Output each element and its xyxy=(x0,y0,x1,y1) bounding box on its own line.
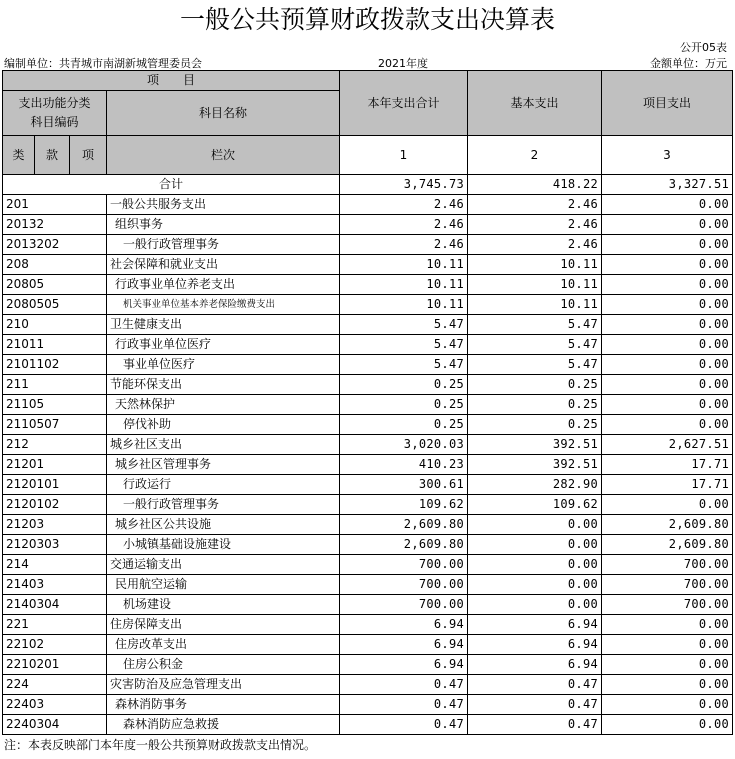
table-row xyxy=(3,235,733,255)
row-subject-name: 交通运输支出 xyxy=(107,555,340,575)
row-total: 2.46 xyxy=(340,235,468,255)
row-basic: 282.90 xyxy=(468,475,602,495)
row-total: 5.47 xyxy=(340,335,468,355)
table-row xyxy=(3,535,733,555)
row-subject-name: 一般行政管理事务 xyxy=(107,495,340,515)
row-total: 6.94 xyxy=(340,635,468,655)
row-project: 0.00 xyxy=(602,295,733,315)
row-code: 214 xyxy=(3,555,107,575)
row-total: 5.47 xyxy=(340,355,468,375)
table-row xyxy=(3,715,733,735)
table-row xyxy=(3,295,733,315)
table-row xyxy=(3,575,733,595)
row-project: 2,609.80 xyxy=(602,515,733,535)
row-project: 700.00 xyxy=(602,595,733,615)
row-project: 0.00 xyxy=(602,635,733,655)
row-basic: 2.46 xyxy=(468,235,602,255)
row-code: 21203 xyxy=(3,515,107,535)
table-row xyxy=(3,215,733,235)
table-row xyxy=(3,455,733,475)
row-total: 5.47 xyxy=(340,315,468,335)
row-project: 2,609.80 xyxy=(602,535,733,555)
table-row xyxy=(3,275,733,295)
row-subject-name: 天然林保护 xyxy=(107,395,340,415)
row-project: 2,627.51 xyxy=(602,435,733,455)
row-total: 0.25 xyxy=(340,415,468,435)
table-row xyxy=(3,515,733,535)
table-row xyxy=(3,335,733,355)
table-row xyxy=(3,595,733,615)
table-row xyxy=(3,675,733,695)
row-total: 700.00 xyxy=(340,595,468,615)
row-project: 0.00 xyxy=(602,315,733,335)
page-title: 一般公共预算财政拨款支出决算表 xyxy=(179,5,555,34)
row-code: 2120101 xyxy=(3,475,107,495)
row-project: 0.00 xyxy=(602,255,733,275)
row-total: 2.46 xyxy=(340,195,468,215)
row-code: 2240304 xyxy=(3,715,107,735)
table-row xyxy=(3,435,733,455)
row-basic: 0.00 xyxy=(468,535,602,555)
row-subject-name: 城乡社区管理事务 xyxy=(107,455,340,475)
header-lei: 类 xyxy=(3,136,35,175)
row-code: 2110507 xyxy=(3,415,107,435)
row-code: 208 xyxy=(3,255,107,275)
total-label: 合计 xyxy=(3,175,340,195)
header-basic: 基本支出 xyxy=(468,71,602,136)
row-code: 2080505 xyxy=(3,295,107,315)
row-total: 300.61 xyxy=(340,475,468,495)
row-subject-name: 森林消防事务 xyxy=(107,695,340,715)
expenditure-table xyxy=(2,70,733,735)
row-subject-name: 机关事业单位基本养老保险缴费支出 xyxy=(107,295,340,315)
row-subject-name: 行政运行 xyxy=(107,475,340,495)
row-basic: 10.11 xyxy=(468,255,602,275)
table-row xyxy=(3,315,733,335)
row-project: 700.00 xyxy=(602,555,733,575)
table-row xyxy=(3,475,733,495)
row-subject-name: 节能环保支出 xyxy=(107,375,340,395)
row-basic: 0.47 xyxy=(468,715,602,735)
row-total: 10.11 xyxy=(340,255,468,275)
header-lanci: 栏次 xyxy=(107,136,340,175)
row-basic: 6.94 xyxy=(468,635,602,655)
row-basic: 0.00 xyxy=(468,555,602,575)
row-code: 21011 xyxy=(3,335,107,355)
row-total: 10.11 xyxy=(340,295,468,315)
row-code: 212 xyxy=(3,435,107,455)
row-basic: 109.62 xyxy=(468,495,602,515)
row-code: 2120303 xyxy=(3,535,107,555)
table-row xyxy=(3,255,733,275)
row-total: 0.47 xyxy=(340,715,468,735)
row-basic: 0.25 xyxy=(468,375,602,395)
row-project: 0.00 xyxy=(602,415,733,435)
table-body xyxy=(3,175,733,735)
row-code: 211 xyxy=(3,375,107,395)
header-index-2: 2 xyxy=(468,136,602,175)
table-row xyxy=(3,395,733,415)
row-subject-name: 灾害防治及应急管理支出 xyxy=(107,675,340,695)
table-row xyxy=(3,615,733,635)
row-total: 109.62 xyxy=(340,495,468,515)
row-subject-name: 森林消防应急救援 xyxy=(107,715,340,735)
table-row xyxy=(3,195,733,215)
table-row xyxy=(3,375,733,395)
header-subject-name: 科目名称 xyxy=(107,91,340,136)
row-total: 2.46 xyxy=(340,215,468,235)
row-project: 0.00 xyxy=(602,275,733,295)
row-subject-name: 卫生健康支出 xyxy=(107,315,340,335)
row-subject-name: 住房公积金 xyxy=(107,655,340,675)
row-basic: 5.47 xyxy=(468,355,602,375)
table-row xyxy=(3,655,733,675)
row-project: 0.00 xyxy=(602,235,733,255)
row-basic: 0.25 xyxy=(468,395,602,415)
row-basic: 392.51 xyxy=(468,435,602,455)
row-basic: 10.11 xyxy=(468,275,602,295)
row-total: 0.47 xyxy=(340,695,468,715)
fiscal-year: 2021年度 xyxy=(378,57,428,70)
table-row xyxy=(3,555,733,575)
row-code: 221 xyxy=(3,615,107,635)
row-basic: 0.47 xyxy=(468,695,602,715)
row-subject-name: 一般公共服务支出 xyxy=(107,195,340,215)
row-code: 2140304 xyxy=(3,595,107,615)
row-code: 21201 xyxy=(3,455,107,475)
row-project: 0.00 xyxy=(602,715,733,735)
total-amount: 3,745.73 xyxy=(340,175,468,195)
row-project: 0.00 xyxy=(602,375,733,395)
row-total: 6.94 xyxy=(340,655,468,675)
table-row xyxy=(3,415,733,435)
row-project: 700.00 xyxy=(602,575,733,595)
row-code: 2120102 xyxy=(3,495,107,515)
row-total: 6.94 xyxy=(340,615,468,635)
row-code: 21403 xyxy=(3,575,107,595)
row-project: 17.71 xyxy=(602,475,733,495)
header-index-1: 1 xyxy=(340,136,468,175)
row-total: 2,609.80 xyxy=(340,515,468,535)
header-total: 本年支出合计 xyxy=(340,71,468,136)
total-basic: 418.22 xyxy=(468,175,602,195)
row-basic: 0.00 xyxy=(468,575,602,595)
header-xiang: 项 xyxy=(70,136,107,175)
row-project: 0.00 xyxy=(602,655,733,675)
row-total: 3,020.03 xyxy=(340,435,468,455)
row-basic: 392.51 xyxy=(468,455,602,475)
row-code: 2101102 xyxy=(3,355,107,375)
row-code: 20805 xyxy=(3,275,107,295)
row-project: 0.00 xyxy=(602,195,733,215)
row-total: 700.00 xyxy=(340,555,468,575)
compiling-unit: 编制单位：共青城市南湖新城管理委员会 xyxy=(4,57,202,70)
row-code: 210 xyxy=(3,315,107,335)
row-basic: 0.00 xyxy=(468,515,602,535)
table-number: 公开05表 xyxy=(680,41,727,54)
row-subject-name: 行政事业单位医疗 xyxy=(107,335,340,355)
row-total: 0.25 xyxy=(340,395,468,415)
row-basic: 2.46 xyxy=(468,215,602,235)
row-code: 21105 xyxy=(3,395,107,415)
row-total: 2,609.80 xyxy=(340,535,468,555)
row-basic: 10.11 xyxy=(468,295,602,315)
row-subject-name: 社会保障和就业支出 xyxy=(107,255,340,275)
row-subject-name: 小城镇基础设施建设 xyxy=(107,535,340,555)
row-project: 17.71 xyxy=(602,455,733,475)
table-row xyxy=(3,695,733,715)
row-code: 2210201 xyxy=(3,655,107,675)
total-project: 3,327.51 xyxy=(602,175,733,195)
row-subject-name: 城乡社区支出 xyxy=(107,435,340,455)
header-func-code: 支出功能分类科目编码 xyxy=(3,91,107,136)
row-subject-name: 民用航空运输 xyxy=(107,575,340,595)
row-basic: 6.94 xyxy=(468,615,602,635)
row-project: 0.00 xyxy=(602,335,733,355)
row-code: 224 xyxy=(3,675,107,695)
total-row xyxy=(3,175,733,195)
row-code: 2013202 xyxy=(3,235,107,255)
row-basic: 5.47 xyxy=(468,315,602,335)
header-project: 项目支出 xyxy=(602,71,733,136)
row-subject-name: 住房改革支出 xyxy=(107,635,340,655)
row-project: 0.00 xyxy=(602,615,733,635)
amount-unit: 金额单位：万元 xyxy=(650,57,727,70)
header-index-3: 3 xyxy=(602,136,733,175)
row-project: 0.00 xyxy=(602,395,733,415)
row-total: 0.25 xyxy=(340,375,468,395)
row-code: 22403 xyxy=(3,695,107,715)
row-subject-name: 事业单位医疗 xyxy=(107,355,340,375)
header-item: 项 目 xyxy=(3,71,340,91)
row-subject-name: 行政事业单位养老支出 xyxy=(107,275,340,295)
row-basic: 2.46 xyxy=(468,195,602,215)
table-row xyxy=(3,355,733,375)
row-project: 0.00 xyxy=(602,215,733,235)
table-row xyxy=(3,635,733,655)
row-total: 10.11 xyxy=(340,275,468,295)
row-subject-name: 城乡社区公共设施 xyxy=(107,515,340,535)
row-subject-name: 一般行政管理事务 xyxy=(107,235,340,255)
row-basic: 5.47 xyxy=(468,335,602,355)
row-basic: 0.25 xyxy=(468,415,602,435)
row-basic: 6.94 xyxy=(468,655,602,675)
row-subject-name: 机场建设 xyxy=(107,595,340,615)
header-kuan: 款 xyxy=(35,136,70,175)
row-basic: 0.47 xyxy=(468,675,602,695)
footnote: 注：本表反映部门本年度一般公共预算财政拨款支出情况。 xyxy=(4,738,317,752)
row-total: 700.00 xyxy=(340,575,468,595)
table-row xyxy=(3,495,733,515)
row-project: 0.00 xyxy=(602,355,733,375)
row-total: 0.47 xyxy=(340,675,468,695)
row-code: 201 xyxy=(3,195,107,215)
row-basic: 0.00 xyxy=(468,595,602,615)
row-project: 0.00 xyxy=(602,495,733,515)
row-total: 410.23 xyxy=(340,455,468,475)
row-code: 20132 xyxy=(3,215,107,235)
row-subject-name: 组织事务 xyxy=(107,215,340,235)
row-subject-name: 停伐补助 xyxy=(107,415,340,435)
row-subject-name: 住房保障支出 xyxy=(107,615,340,635)
row-project: 0.00 xyxy=(602,675,733,695)
row-code: 22102 xyxy=(3,635,107,655)
row-project: 0.00 xyxy=(602,695,733,715)
